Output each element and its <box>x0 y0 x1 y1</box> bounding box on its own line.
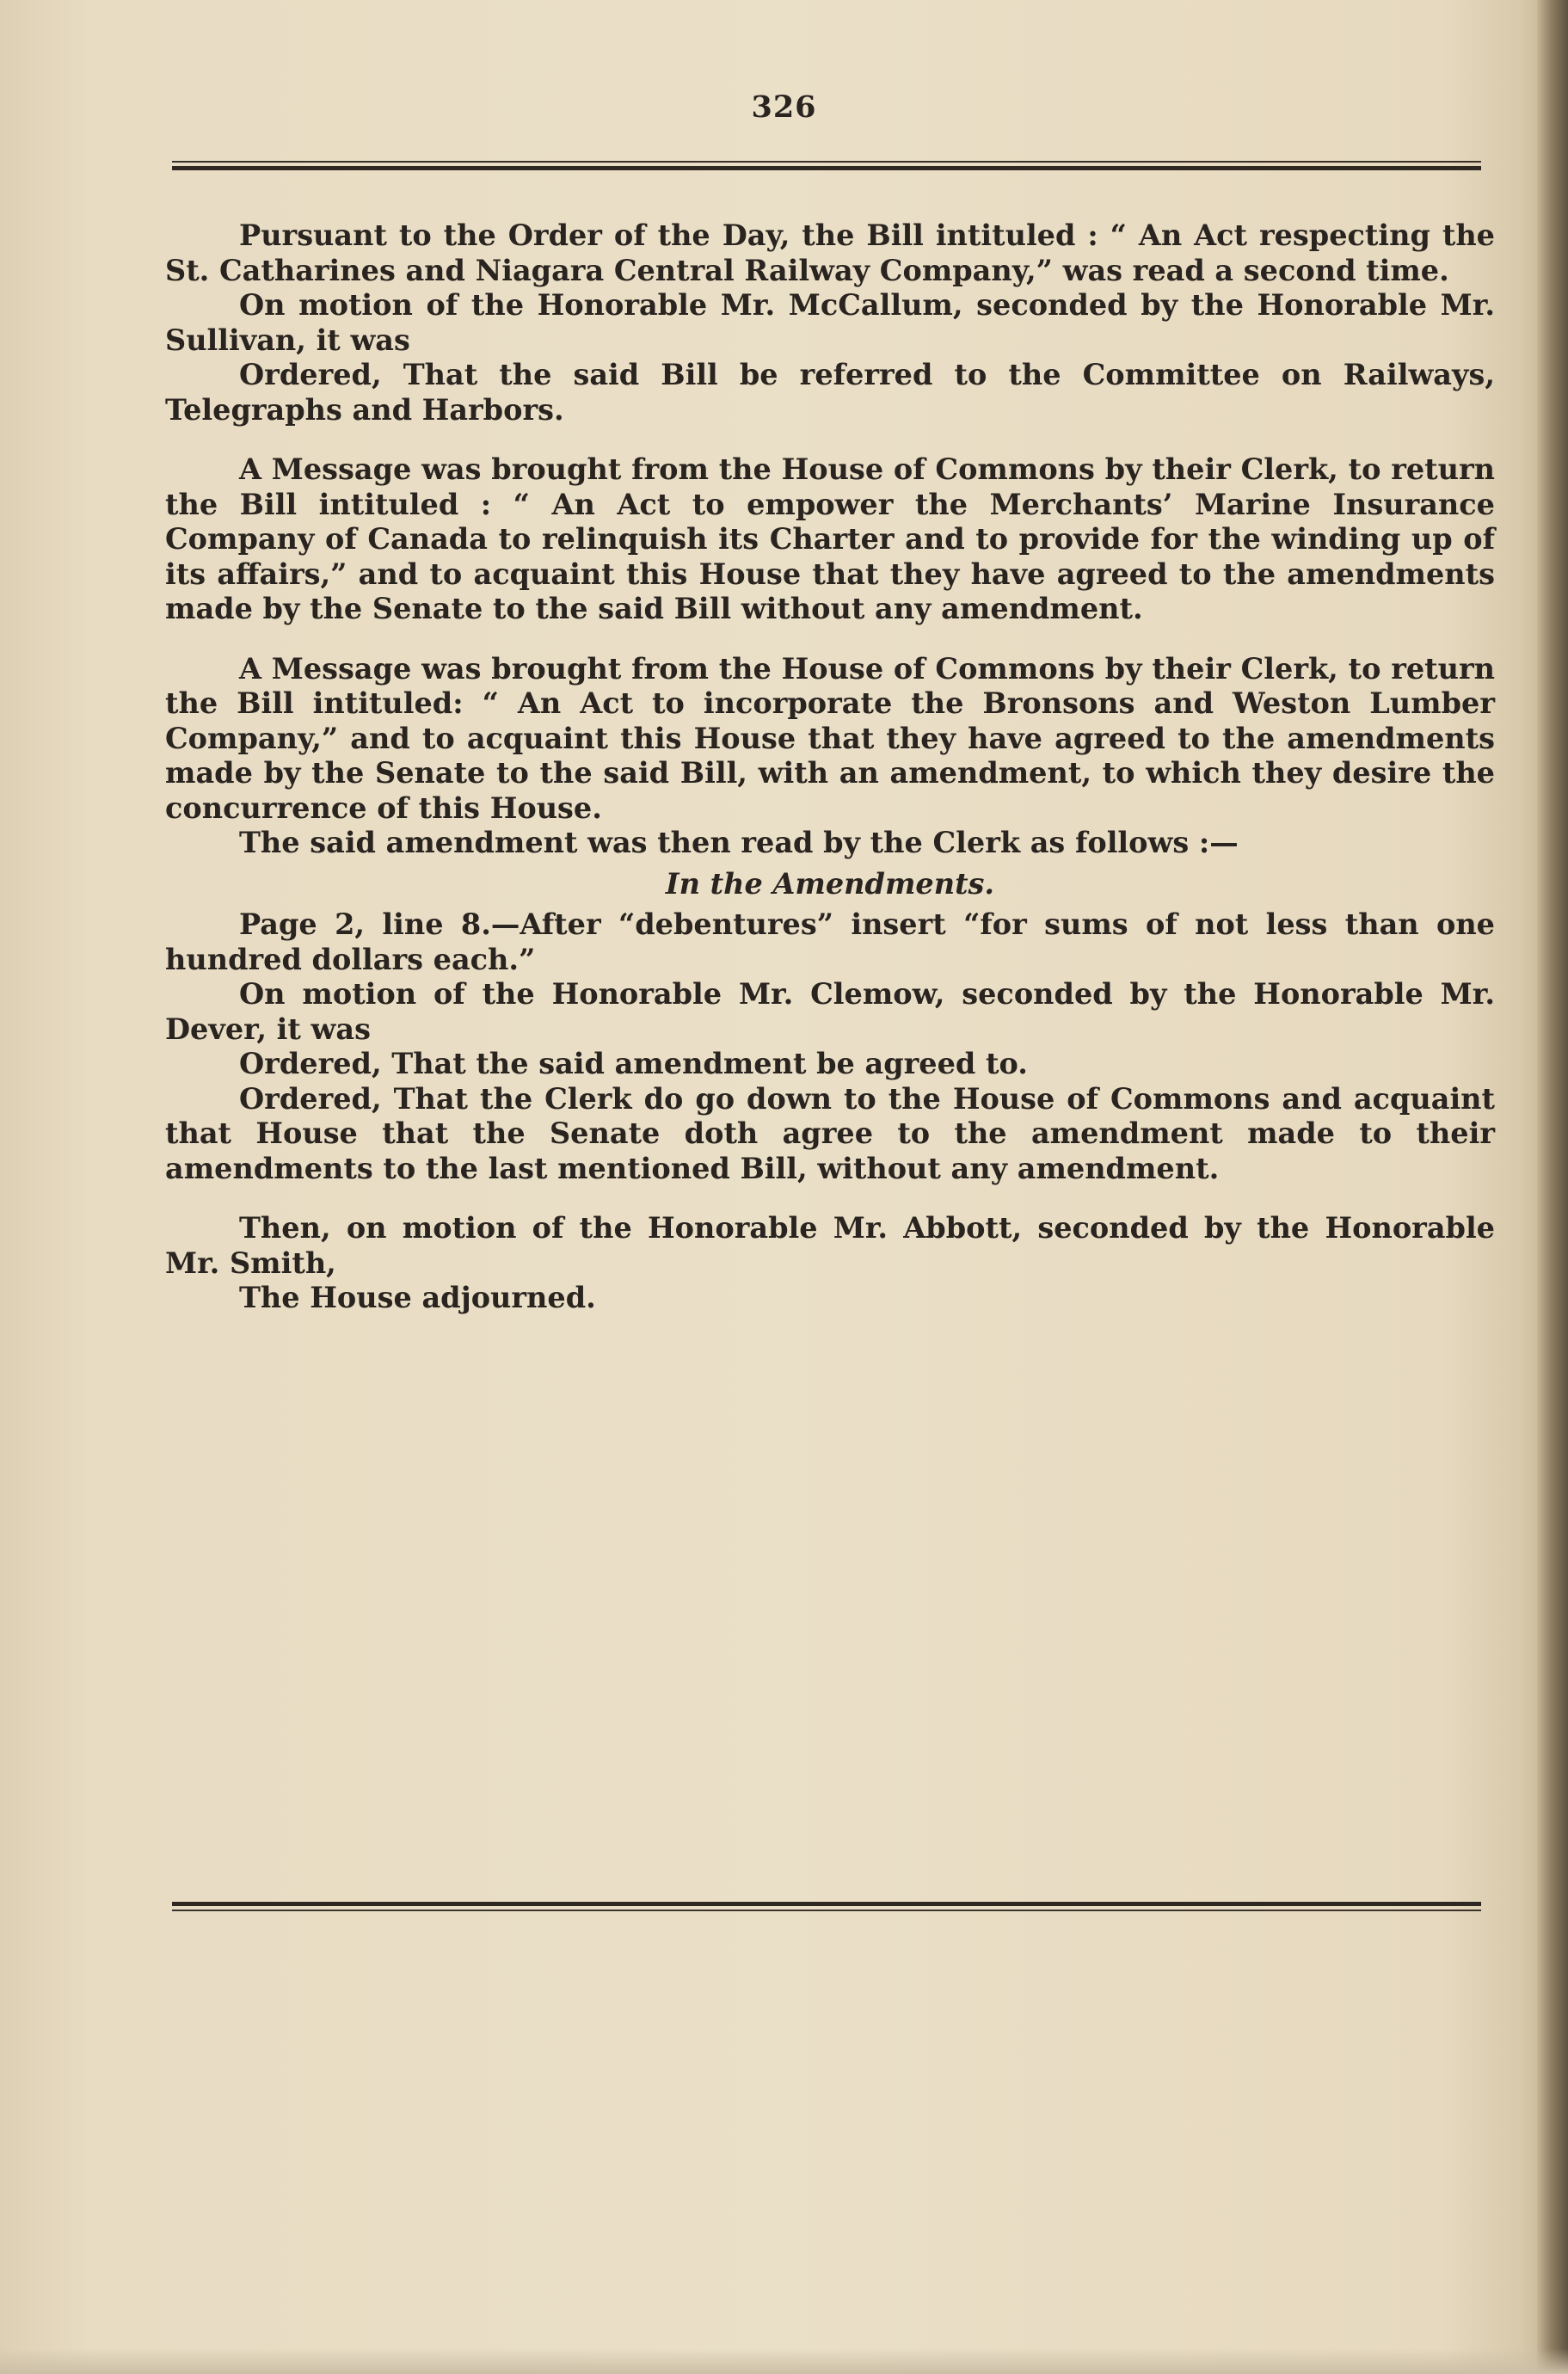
paragraph-motion-mccallum: On motion of the Honorable Mr. McCallum, seconded by the Honorable Mr. Sullivan, it was <box>165 288 1495 357</box>
paragraph-motion-abbott: Then, on motion of the Honorable Mr. Abbott, seconded by the Honorable Mr. Smith, <box>165 1211 1495 1280</box>
body-text <box>165 218 1495 1316</box>
paragraph-house-adjourned: The House adjourned. <box>239 1281 596 1314</box>
paragraph-ordered-referred: Ordered, That the said Bill be referred to the Committee on Railways, Telegraphs and Harbors. <box>165 358 1495 427</box>
footer-rule <box>172 1902 1481 1911</box>
paragraph-second-reading: Pursuant to the Order of the Day, the Bill intituled : “ An Act respecting the St. Catharines and Niagara Central Railway Company,” was read a second time. <box>165 218 1495 287</box>
paragraph-message-bronsons: A Message was brought from the House of Commons by their Clerk, to return the Bill intituled: “ An Act to incorporate the Bronsons and Weston Lumber Company,” and to acquaint this House that they have agreed to the amendments made by the Senate to the said Bill, with an amendment, to which they desire the concurrence of this House. <box>165 651 1495 825</box>
paragraph-ordered-clerk: Ordered, That the Clerk do go down to the House of Commons and acquaint that House that the Senate doth agree to the amendment made to their amendments to the last mentioned Bill, without any amendment. <box>165 1081 1495 1185</box>
header-rule <box>172 161 1481 170</box>
page-number: 326 <box>751 89 817 125</box>
paragraph-message-merchants: A Message was brought from the House of Commons by their Clerk, to return the Bill intituled : “ An Act to empower the Merchants’ Marine Insurance Company of Canada to relinquish its Charter and to provide for the winding up of its affairs,” and to acquaint this House that they have agreed to the amendments made by the Senate to the said Bill without any amendment. <box>165 452 1495 625</box>
paragraph-page-line: Page 2, line 8.—After “debentures” insert “for sums of not less than one hundred dollars each.” <box>165 907 1495 976</box>
page-bottom-shadow <box>0 2348 1568 2374</box>
paragraph-motion-clemow: On motion of the Honorable Mr. Clemow, seconded by the Honorable Mr. Dever, it was <box>165 977 1495 1046</box>
page-edge-shadow <box>1537 0 1568 2374</box>
paragraph-amendment-read: The said amendment was then read by the Clerk as follows :— <box>239 826 1239 859</box>
paragraph-ordered-agreed: Ordered, That the said amendment be agreed to. <box>239 1047 1028 1080</box>
section-heading-amendments: In the Amendments. <box>665 866 995 901</box>
